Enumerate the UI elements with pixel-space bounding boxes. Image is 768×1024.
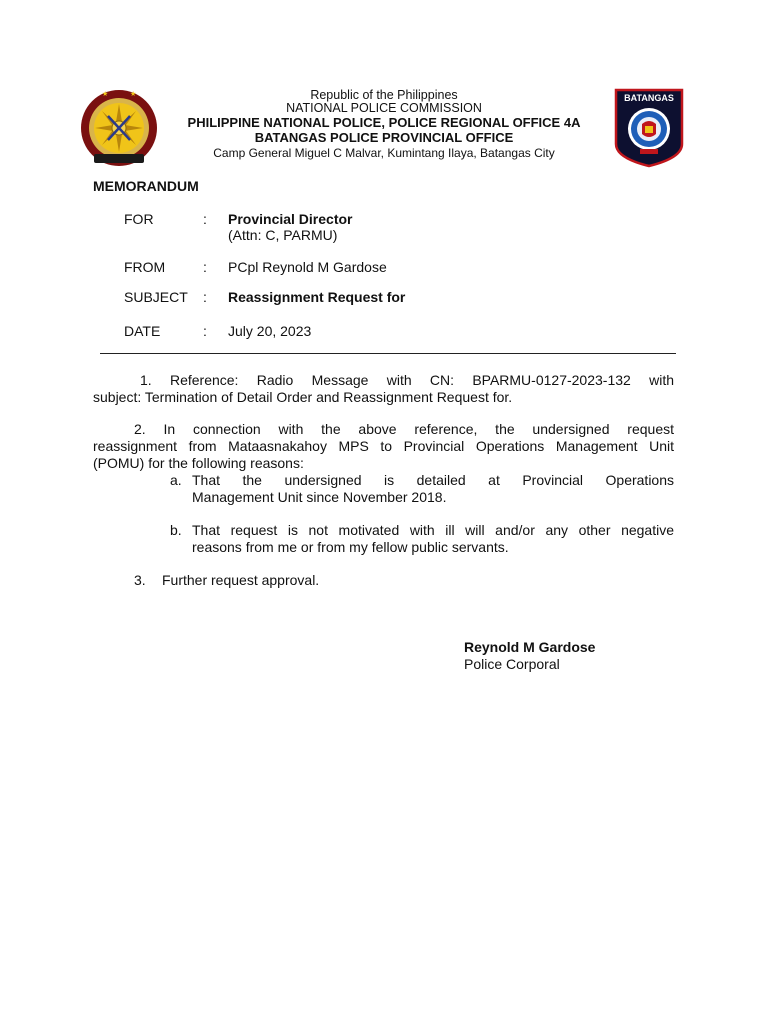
svg-text:★: ★ <box>102 90 109 98</box>
date-colon: : <box>203 323 207 339</box>
header-napolcom: NATIONAL POLICE COMMISSION <box>286 101 482 115</box>
subject-label: SUBJECT <box>124 289 188 305</box>
svg-text:★: ★ <box>130 90 137 98</box>
separator-line <box>100 353 676 354</box>
item-b-line1: That request is not motivated with ill will and/or any other negative <box>192 522 674 538</box>
subject-value: Reassignment Request for <box>228 289 406 305</box>
from-colon: : <box>203 259 207 275</box>
header-pnp-region: PHILIPPINE NATIONAL POLICE, POLICE REGIONAL OFFICE 4A <box>187 115 581 130</box>
signatory-name: Reynold M Gardose <box>464 639 596 655</box>
item-a-marker: a. <box>170 472 182 488</box>
for-colon: : <box>203 211 207 227</box>
from-value: PCpl Reynold M Gardose <box>228 259 387 275</box>
date-value: July 20, 2023 <box>228 323 312 339</box>
para2-line3: (POMU) for the following reasons: <box>93 455 304 471</box>
from-label: FROM <box>124 259 166 275</box>
para3-text: Further request approval. <box>162 572 320 588</box>
for-value: Provincial Director <box>228 211 353 227</box>
signatory-rank: Police Corporal <box>464 656 560 672</box>
memo-title: MEMORANDUM <box>93 178 199 194</box>
item-b-marker: b. <box>170 522 182 538</box>
header-address: Camp General Miguel C Malvar, Kumintang Ilaya, Batangas City <box>213 146 555 160</box>
item-a-line2: Management Unit since November 2018. <box>192 489 447 505</box>
for-attn: (Attn: C, PARMU) <box>228 227 338 243</box>
para2-line1: 2. In connection with the above reference, the undersigned request <box>134 421 674 437</box>
subject-colon: : <box>203 289 207 305</box>
para3-marker: 3. <box>134 572 146 588</box>
item-a-line1: That the undersigned is detailed at Provincial Operations <box>192 472 674 488</box>
date-label: DATE <box>124 323 161 339</box>
para1-line2: subject: Termination of Detail Order and Reassignment Request for. <box>93 389 513 405</box>
header-provincial-office: BATANGAS POLICE PROVINCIAL OFFICE <box>254 130 514 145</box>
item-b-line2: reasons from me or from my fellow public servants. <box>192 539 509 555</box>
para2-line2: reassignment from Mataasnakahoy MPS to Provincial Operations Management Unit <box>93 438 674 454</box>
for-label: FOR <box>124 211 154 227</box>
header-republic: Republic of the Philippines <box>310 88 458 102</box>
svg-text:BATANGAS: BATANGAS <box>624 93 674 103</box>
para1-line1: 1. Reference: Radio Message with CN: BPARMU-0127-2023-132 with <box>140 372 674 388</box>
